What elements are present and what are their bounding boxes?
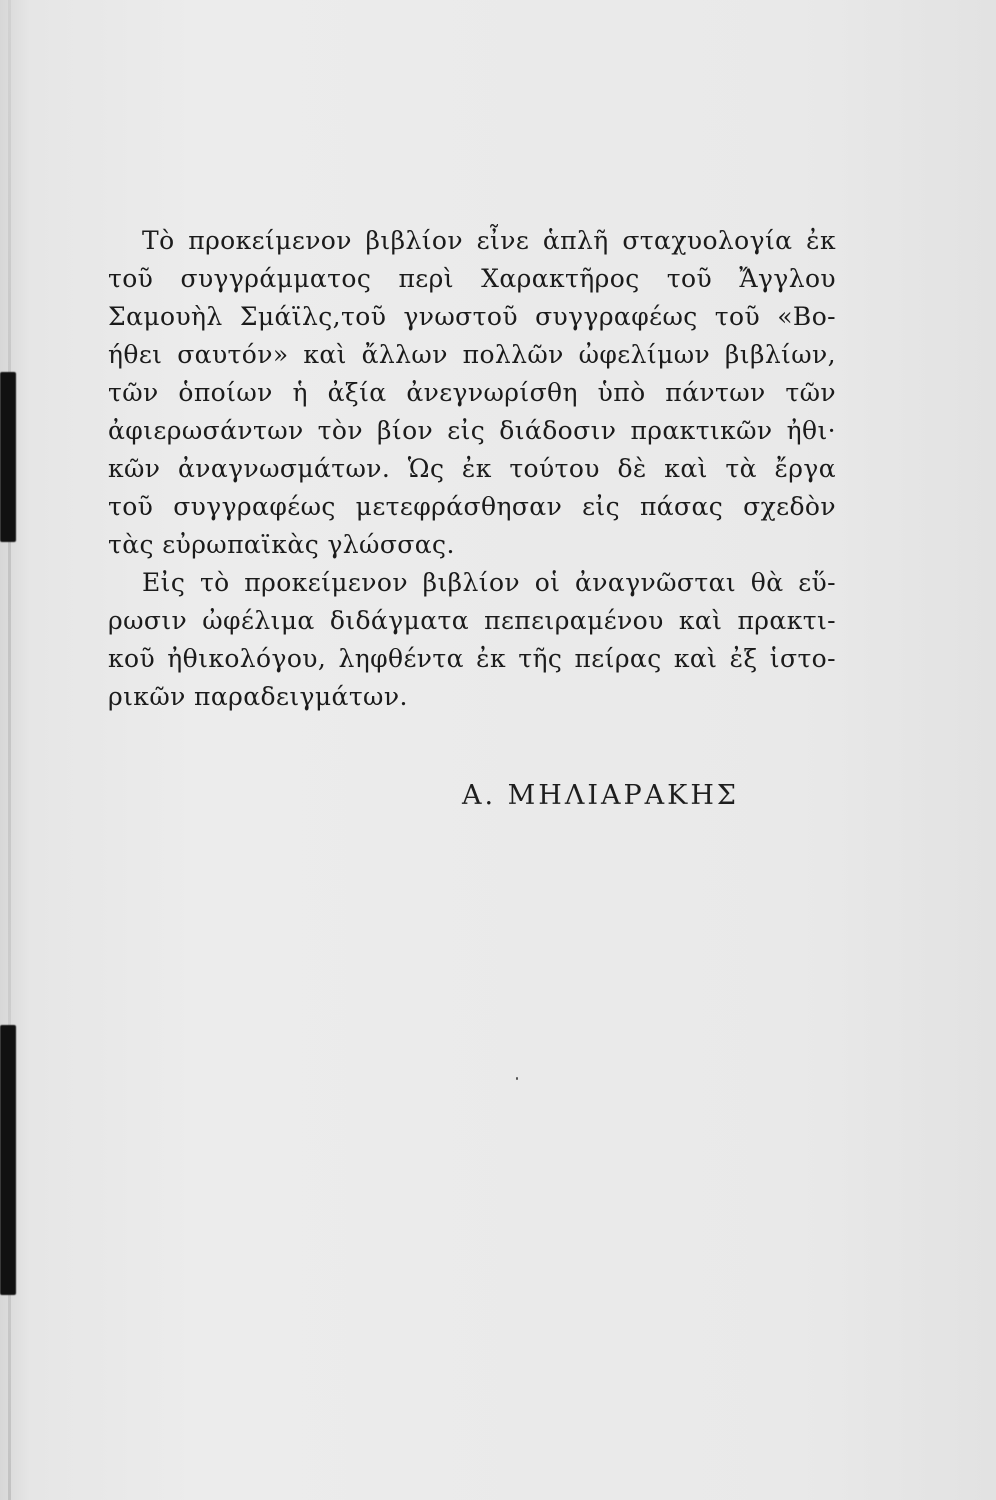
binding-mark-bottom (0, 1025, 16, 1295)
text-line: ρωσιν ὠφέλιμα διδάγματα πεπειραμένου καὶ πρακτι- (108, 606, 836, 635)
text-line: Σαμουὴλ Σμάϊλς,τοῦ γνωστοῦ συγγραφέως τοῦ «Βο- (108, 302, 836, 331)
text-line: τῶν ὁποίων ἡ ἀξία ἀνεγνωρίσθη ὑπὸ πάντων τῶν (108, 378, 836, 407)
text-line: ρικῶν παραδειγμάτων. (108, 682, 408, 711)
preface-text (108, 222, 836, 716)
text-line: τοῦ συγγραφέως μετεφράσθησαν εἰς πάσας σχεδὸν (108, 492, 836, 521)
text-line: Εἰς τὸ προκείμενον βιβλίον οἱ ἀναγνῶσται θὰ εὕ- (142, 568, 836, 597)
preface-paragraph-2 (108, 564, 836, 716)
binding-mark-top (0, 372, 16, 542)
author-signature: Α. ΜΗΛΙΑΡΑΚΗΣ (462, 780, 739, 811)
text-line: ἀφιερωσάντων τὸν βίον εἰς διάδοσιν πρακτικῶν ἠθι· (108, 416, 836, 445)
text-line: κῶν ἀναγνωσμάτων. Ὡς ἐκ τούτου δὲ καὶ τὰ ἔργα (108, 454, 836, 483)
text-line: ήθει σαυτόν» καὶ ἄλλων πολλῶν ὠφελίμων βιβλίων, (108, 340, 836, 369)
preface-paragraph-1 (108, 222, 836, 564)
text-line: Τὸ προκείμενον βιβλίον εἶνε ἁπλῆ σταχυολογία ἐκ (142, 226, 836, 255)
text-line: τοῦ συγγράμματος περὶ Χαρακτῆρος τοῦ Ἄγγλου (108, 264, 836, 293)
text-line: κοῦ ἠθικολόγου, ληφθέντα ἐκ τῆς πείρας καὶ ἐξ ἱστο- (108, 644, 836, 673)
text-line: τὰς εὐρωπαϊκὰς γλώσσας. (108, 530, 455, 559)
paper-speck (516, 1077, 518, 1080)
